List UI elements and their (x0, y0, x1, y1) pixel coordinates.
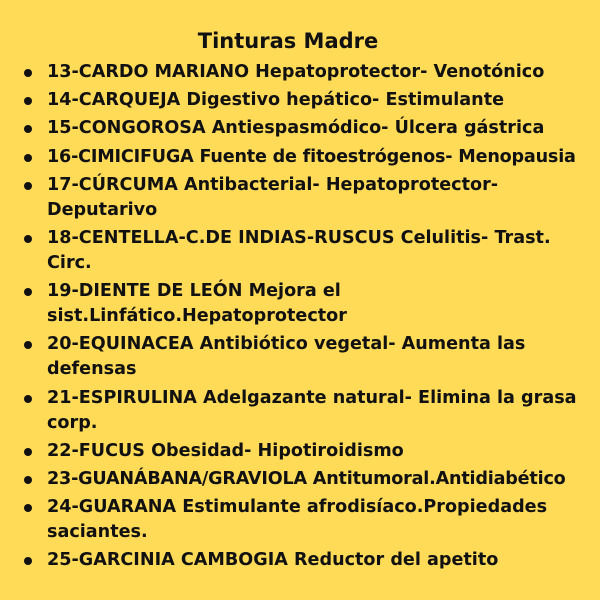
page-title: Tinturas Madre (197, 29, 379, 53)
bullet-icon (24, 448, 32, 456)
list-item (0, 88, 600, 113)
list-item-text: 25-GARCINIA CAMBOGIA Reductor del apetito (47, 550, 499, 571)
list-item-text: 18-CENTELLA-C.DE INDIAS-RUSCUS Celulitis- Trast. Circ. (47, 227, 551, 273)
list-item-text: 15-CONGOROSA Antiespasmódico- Úlcera gástrica (47, 118, 545, 139)
list-item (0, 495, 600, 545)
list-item (0, 332, 600, 382)
bullet-icon (24, 182, 32, 190)
list-item (0, 226, 600, 276)
list-item (0, 548, 600, 573)
list-item (0, 173, 600, 223)
list-item-text: 13-CARDO MARIANO Hepatoprotector- Venotónico (47, 62, 545, 82)
list-item (0, 467, 600, 492)
bullet-icon (24, 154, 32, 162)
list-item-text: 17-CÚRCUMA Antibacterial- Hepatoprotector- Deputarivo (47, 174, 499, 220)
bullet-icon (24, 504, 32, 512)
bullet-icon (24, 235, 32, 243)
list-item (0, 60, 600, 85)
list-item-text: 24-GUARANA Estimulante afrodisíaco.Propiedades saciantes. (47, 497, 548, 543)
bullet-icon (24, 69, 32, 77)
bullet-icon (24, 288, 32, 296)
bullet-icon (24, 395, 32, 403)
list-item-text: 16-CIMICIFUGA Fuente de fitoestrógenos- Menopausia (47, 146, 576, 167)
list-item-text: 21-ESPIRULINA Adelgazante natural- Elimina la grasa corp. (47, 387, 577, 433)
list-item (0, 279, 600, 329)
list-item-text: 22-FUCUS Obesidad- Hipotiroidismo (47, 440, 404, 461)
bullet-icon (24, 125, 32, 133)
bullet-icon (24, 97, 32, 105)
bullet-icon (24, 476, 32, 484)
list-item (0, 145, 600, 170)
list-item-text: 23-GUANÁBANA/GRAVIOLA Antitumoral.Antidiabético (47, 468, 566, 489)
bullet-icon (24, 341, 32, 349)
bullet-icon (24, 557, 32, 565)
tinctures-list (0, 60, 600, 576)
list-item (0, 439, 600, 464)
list-item-text: 20-EQUINACEA Antibiótico vegetal- Aumenta las defensas (47, 334, 526, 380)
list-item-text: 14-CARQUEJA Digestivo hepático- Estimulante (47, 90, 505, 111)
list-item (0, 386, 600, 436)
list-item (0, 116, 600, 141)
list-item-text: 19-DIENTE DE LEÓN Mejora el sist.Linfático.Hepatoprotector (47, 281, 347, 327)
